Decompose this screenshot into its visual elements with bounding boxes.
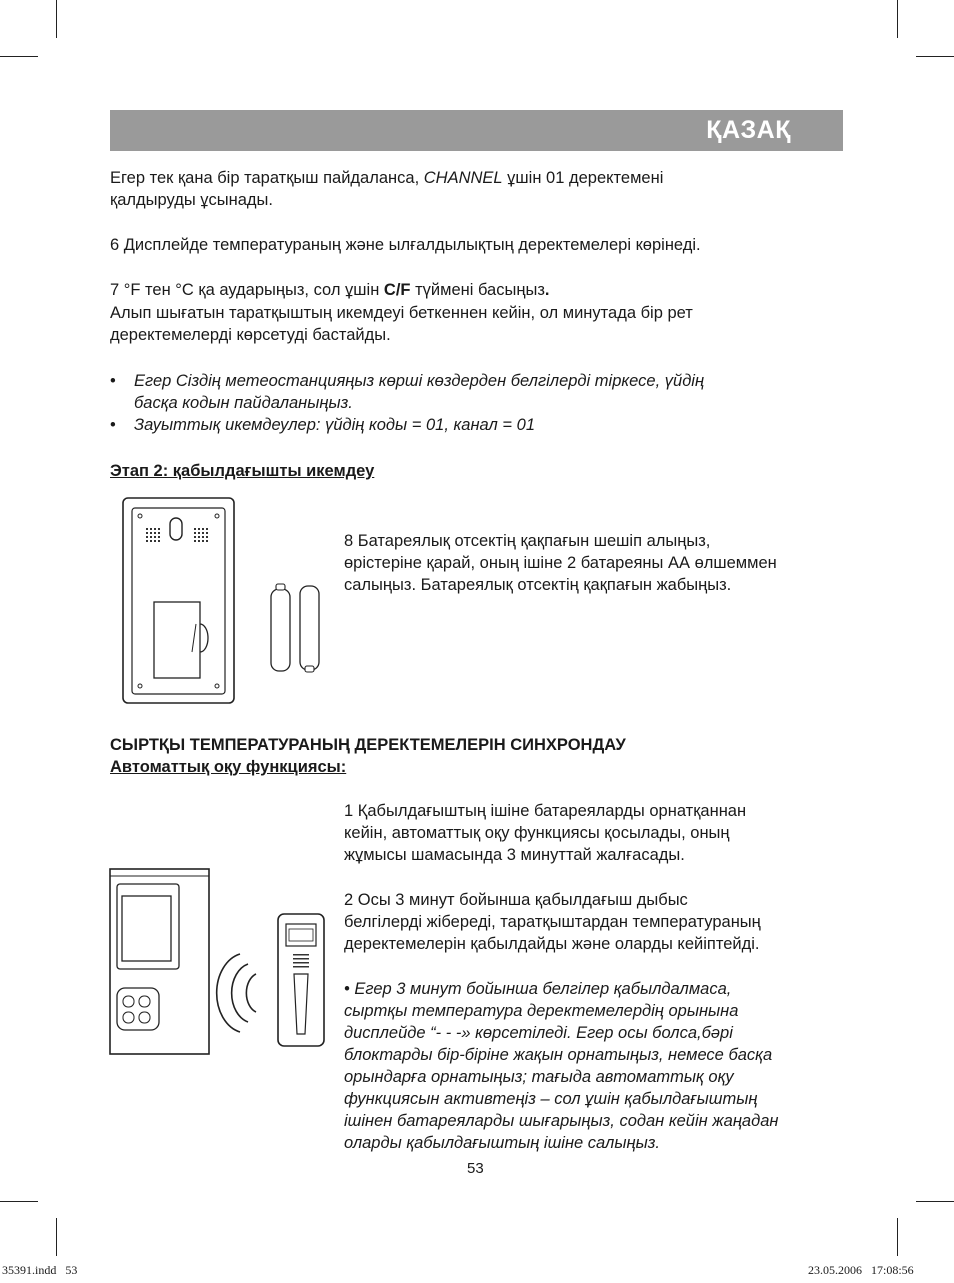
sync-note-line-6: функциясын активтеңіз – сол ұшін қабылдағыштың [344, 1090, 758, 1108]
channel-label: CHANNEL [423, 169, 503, 187]
sync-step-1-line-3: жұмысы шамасында 3 минуттай жалғасады. [344, 846, 685, 864]
receiver-back-illustration [120, 496, 340, 708]
stage-2-heading: Этап 2: қабылдағышты икемдеу [110, 462, 375, 480]
crop-mark [0, 56, 38, 57]
crop-mark [916, 56, 954, 57]
bullet-1-line-2: басқа кодын пайдаланыңыз. [134, 394, 353, 412]
sync-step-1-line-1: 1 Қабылдағыштың ішіне батареяларды орнатқаннан [344, 802, 747, 820]
crop-mark [897, 0, 898, 38]
step-8-line-1: 8 Батареялық отсектің қақпағын шешіп алыңыз, [344, 532, 711, 550]
sync-step-2-line-1: 2 Осы 3 минут бойынша қабылдағыш дыбыс [344, 891, 688, 909]
step-8-line-2: өрістеріне қарай, оның ішіне 2 батареяны АА өлшеммен [344, 554, 777, 572]
auto-read-subheading: Автоматтық оқу функциясы: [110, 758, 347, 776]
crop-mark [56, 1218, 57, 1256]
footer-file-info: 35391.indd 53 [2, 1263, 78, 1277]
footer-timestamp: 23.05.2006 17:08:56 [808, 1263, 914, 1277]
crop-mark [916, 1201, 954, 1202]
bullet-symbol: • [110, 372, 116, 390]
sync-note-line-1: • Егер 3 минут бойынша белгілер қабылдалмаса, [344, 980, 732, 998]
step-8-line-3: салыңыз. Батареялық отсектің қақпағын жабыңыз. [344, 576, 732, 594]
step-7-line-2: Алып шығатын таратқыштың икемдеуі беткеннен кейін, ол минутада бір рет [110, 304, 693, 322]
step-6: 6 Дисплейде температураның және ылғалдылықтың деректемелері көрінеді. [110, 236, 701, 254]
crop-mark [897, 1218, 898, 1256]
bullet-symbol: • [110, 416, 116, 434]
intro-line-2: қалдыруды ұсынады. [110, 191, 273, 209]
bullet-2-line-1: Зауыттық икемдеулер: үйдің коды = 01, канал = 01 [134, 416, 535, 434]
section-header-bar [110, 110, 843, 151]
bullet-1-line-1: Егер Сіздің метеостанцияңыз көрші көздерден белгілерді тіркесе, үйдің [134, 372, 705, 390]
step-7-line-1 [110, 279, 549, 301]
sync-note-line-2: сыртқы температура деректемелердің орынына [344, 1002, 739, 1020]
intro-line-1 [110, 167, 663, 189]
step-7-text: түймені басыңыз [410, 281, 545, 299]
sync-heading: СЫРТҚЫ ТЕМПЕРАТУРАНЫҢ ДЕРЕКТЕМЕЛЕРІН СИНХРОНДАУ [110, 736, 626, 754]
receiver-transmitter-illustration [108, 866, 336, 1058]
cf-button-label: C/F [383, 281, 411, 299]
sync-step-2-line-2: белгілерді жібереді, таратқыштардан температураның [344, 913, 761, 931]
sync-note-line-4: блоктарды бір-біріне жақын орнатыңыз, немесе басқа [344, 1046, 773, 1064]
step-7-line-3: деректемелерді көрсетуді бастайды. [110, 326, 391, 344]
page-number: 53 [467, 1160, 484, 1177]
sync-step-2-line-3: деректемелерін қабылдайды және оларды кейіптейді. [344, 935, 760, 953]
section-title: ҚАЗАҚ [706, 116, 791, 144]
crop-mark [0, 1201, 38, 1202]
sync-step-1-line-2: кейін, автоматтық оқу функциясы қосылады, оның [344, 824, 730, 842]
step-7-period: . [544, 281, 550, 299]
intro-text: Егер тек қана бір таратқыш пайдаланса, [110, 169, 424, 187]
sync-note-line-3: дисплейде “- - -» көрсетіледі. Егер осы болса,бәрі [344, 1024, 733, 1042]
sync-note-line-7: ішінен батареяларды шығарыңыз, содан кейін жаңадан [344, 1112, 779, 1130]
sync-note-line-5: орындарға орнатыңыз; тағыда автоматтық оқу [344, 1068, 734, 1086]
crop-mark [56, 0, 57, 38]
intro-text: ұшін 01 деректемені [502, 169, 664, 187]
step-7-text: 7 °F тен °C қа аударыңыз, сол ұшін [110, 281, 384, 299]
sync-note-line-8: оларды қабылдағыштың ішіне салыңыз. [344, 1134, 660, 1152]
